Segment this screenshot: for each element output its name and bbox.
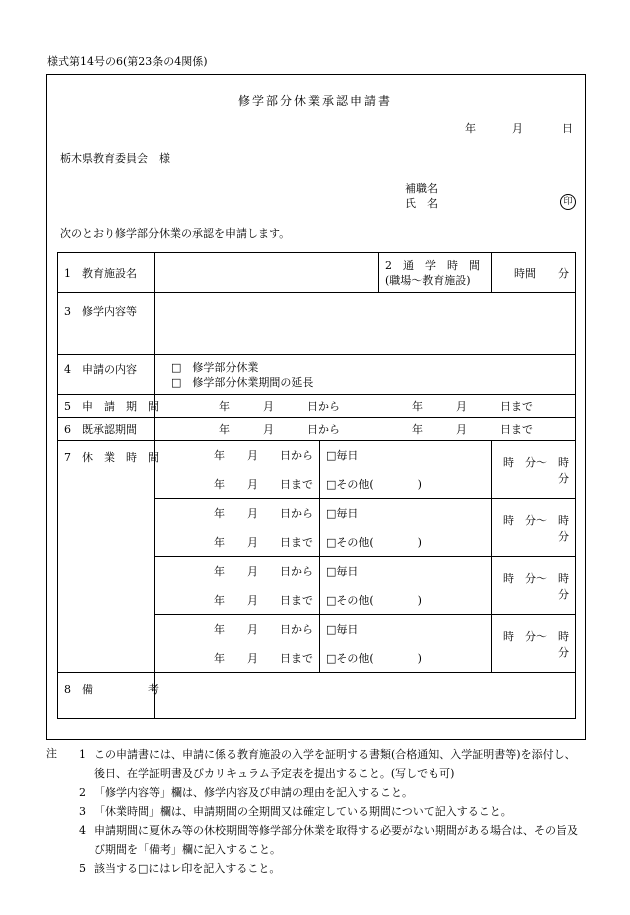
notes-list bbox=[46, 745, 586, 878]
request-label: 4 申請の内容 bbox=[58, 355, 155, 395]
leave-to[interactable]: 年 月 日まで bbox=[155, 528, 320, 557]
daily-checkbox[interactable]: □毎日 bbox=[320, 615, 492, 644]
date-year: 年 bbox=[465, 122, 476, 135]
daily-checkbox[interactable]: □毎日 bbox=[320, 557, 492, 586]
note-item: 2 「修学内容等」欄は、修学内容及び申請の理由を記入すること。 bbox=[79, 786, 413, 799]
addressee: 栃木県教育委員会 様 bbox=[60, 152, 170, 165]
leave-from[interactable]: 年 月 日から bbox=[155, 441, 320, 470]
time-range[interactable]: 時 分～ 時 分 bbox=[492, 441, 576, 499]
seal-mark: 印 bbox=[560, 194, 576, 210]
daily-checkbox[interactable]: □毎日 bbox=[320, 441, 492, 470]
period-label: 5 申 請 期 間 bbox=[58, 395, 155, 418]
form-title: 修学部分休業承認申請書 bbox=[237, 94, 392, 108]
date-day: 日 bbox=[562, 122, 573, 135]
option-extension[interactable]: □ 修学部分休業期間の延長 bbox=[171, 375, 314, 389]
period-field[interactable]: 年 月 日から 年 月 日まで bbox=[155, 395, 576, 418]
leave-time-label: 7 休 業 時 間 bbox=[58, 441, 155, 673]
leave-to[interactable]: 年 月 日まで bbox=[155, 586, 320, 615]
commute-label: 2 通 学 時 間 (職場～教育施設) bbox=[379, 253, 492, 293]
school-label: 1 教育施設名 bbox=[58, 253, 155, 293]
job-title-label: 補職名 bbox=[405, 182, 438, 195]
content-label: 3 修学内容等 bbox=[58, 293, 155, 355]
leave-to[interactable]: 年 月 日まで bbox=[155, 644, 320, 673]
remarks-field[interactable] bbox=[155, 673, 576, 719]
name-label: 氏 名 bbox=[405, 197, 438, 210]
leave-to[interactable]: 年 月 日まで bbox=[155, 470, 320, 499]
leave-from[interactable]: 年 月 日から bbox=[155, 615, 320, 644]
intro-text: 次のとおり修学部分休業の承認を申請します。 bbox=[60, 227, 291, 240]
time-range[interactable]: 時 分～ 時 分 bbox=[492, 557, 576, 615]
other-checkbox[interactable]: □その他( ) bbox=[320, 528, 492, 557]
note-item: 1 この申請書には、申請に係る教育施設の入学を証明する書類(合格通知、入学証明書等)を添付し、後日、在学証明書及びカリキュラム予定表を提出すること。(写しでも可) bbox=[79, 748, 576, 780]
note-item: 4 申請期間に夏休み等の休校期間等修学部分休業を取得する必要がない期間がある場合は、その旨及び期間を「備考」欄に記入すること。 bbox=[79, 824, 578, 856]
leave-from[interactable]: 年 月 日から bbox=[155, 499, 320, 528]
other-checkbox[interactable]: □その他( ) bbox=[320, 586, 492, 615]
leave-from[interactable]: 年 月 日から bbox=[155, 557, 320, 586]
application-table bbox=[57, 252, 580, 719]
request-options bbox=[155, 355, 576, 395]
content-field[interactable] bbox=[155, 293, 576, 355]
other-checkbox[interactable]: □その他( ) bbox=[320, 470, 492, 499]
approved-label: 6 既承認期間 bbox=[58, 418, 155, 441]
approved-field[interactable]: 年 月 日から 年 月 日まで bbox=[155, 418, 576, 441]
note-item: 3 「休業時間」欄は、申請期間の全期間又は確定している期間について記入すること。 bbox=[79, 805, 512, 818]
commute-value[interactable]: 時間 分 bbox=[492, 253, 576, 293]
remarks-label: 8 備 考 bbox=[58, 673, 155, 719]
option-partial-leave[interactable]: □ 修学部分休業 bbox=[171, 360, 259, 374]
time-range[interactable]: 時 分～ 時 分 bbox=[492, 615, 576, 673]
daily-checkbox[interactable]: □毎日 bbox=[320, 499, 492, 528]
note-item: 5 該当する□にはレ印を記入すること。 bbox=[79, 862, 281, 875]
date-month: 月 bbox=[512, 122, 523, 135]
form-number: 様式第14号の6(第23条の4関係) bbox=[47, 55, 208, 68]
other-checkbox[interactable]: □その他( ) bbox=[320, 644, 492, 673]
notes-head: 注 bbox=[46, 747, 57, 760]
time-range[interactable]: 時 分～ 時 分 bbox=[492, 499, 576, 557]
school-field[interactable] bbox=[155, 253, 379, 293]
